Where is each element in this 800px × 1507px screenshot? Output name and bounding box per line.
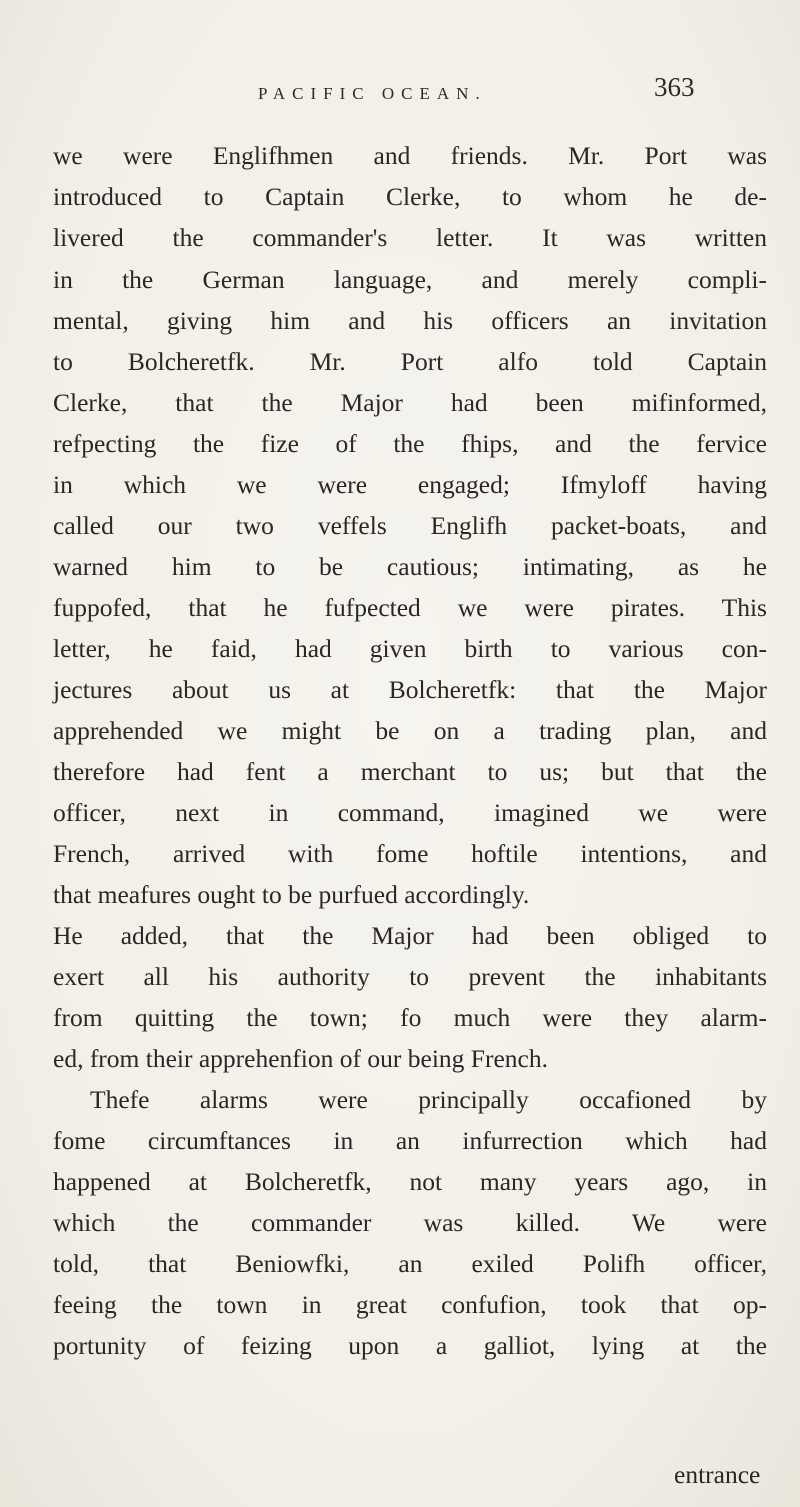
text-line-25: fome circumftances in an infurrection which had (53, 1126, 767, 1155)
text-line-11: warned him to be cautious; intimating, as he (53, 552, 767, 581)
text-line-19: that meafures ought to be purfued accordingly. (53, 880, 530, 909)
text-line-2: introduced to Captain Clerke, to whom he de- (53, 182, 767, 211)
text-line-18: French, arrived with fome hoftile intentions, and (53, 839, 767, 868)
text-line-27: which the commander was killed. We were (53, 1208, 767, 1237)
text-line-24: Thefe alarms were principally occafioned by (90, 1085, 767, 1114)
text-line-7: Clerke, that the Major had been mifinformed, (53, 388, 767, 417)
text-line-3: livered the commander's letter. It was written (53, 223, 767, 252)
text-line-5: mental, giving him and his officers an invitation (53, 306, 767, 335)
text-line-1: we were Englifhmen and friends. Mr. Port was (53, 141, 767, 170)
text-line-29: feeing the town in great confufion, took that op- (53, 1290, 767, 1319)
text-line-14: jectures about us at Bolcheretfk: that the Major (53, 675, 767, 704)
text-line-12: fuppofed, that he fufpected we were pirates. This (53, 593, 767, 622)
text-line-17: officer, next in command, imagined we were (53, 798, 767, 827)
text-line-8: refpecting the fize of the fhips, and the fervice (53, 429, 767, 458)
text-line-4: in the German language, and merely compli- (53, 265, 767, 294)
text-line-13: letter, he faid, had given birth to various con- (53, 634, 767, 663)
catchword: entrance (674, 1460, 761, 1489)
text-line-30: portunity of feizing upon a galliot, lying at the (53, 1331, 767, 1360)
text-line-15: apprehended we might be on a trading plan, and (53, 716, 767, 745)
text-line-22: from quitting the town; fo much were they alarm- (53, 1003, 767, 1032)
text-line-20: He added, that the Major had been obliged to (53, 921, 767, 950)
text-line-23: ed, from their apprehenfion of our being French. (53, 1044, 548, 1073)
text-line-16: therefore had fent a merchant to us; but that the (53, 757, 767, 786)
page-number: 363 (654, 72, 695, 102)
running-head: PACIFIC OCEAN. (258, 84, 487, 103)
text-line-9: in which we were engaged; Ifmyloff having (53, 470, 767, 499)
text-line-28: told, that Beniowfki, an exiled Polifh officer, (53, 1249, 767, 1278)
text-line-21: exert all his authority to prevent the inhabitants (53, 962, 767, 991)
text-line-10: called our two veffels Englifh packet-boats, and (53, 511, 767, 540)
text-line-6: to Bolcheretfk. Mr. Port alfo told Captain (53, 347, 767, 376)
text-line-26: happened at Bolcheretfk, not many years ago, in (53, 1167, 767, 1196)
